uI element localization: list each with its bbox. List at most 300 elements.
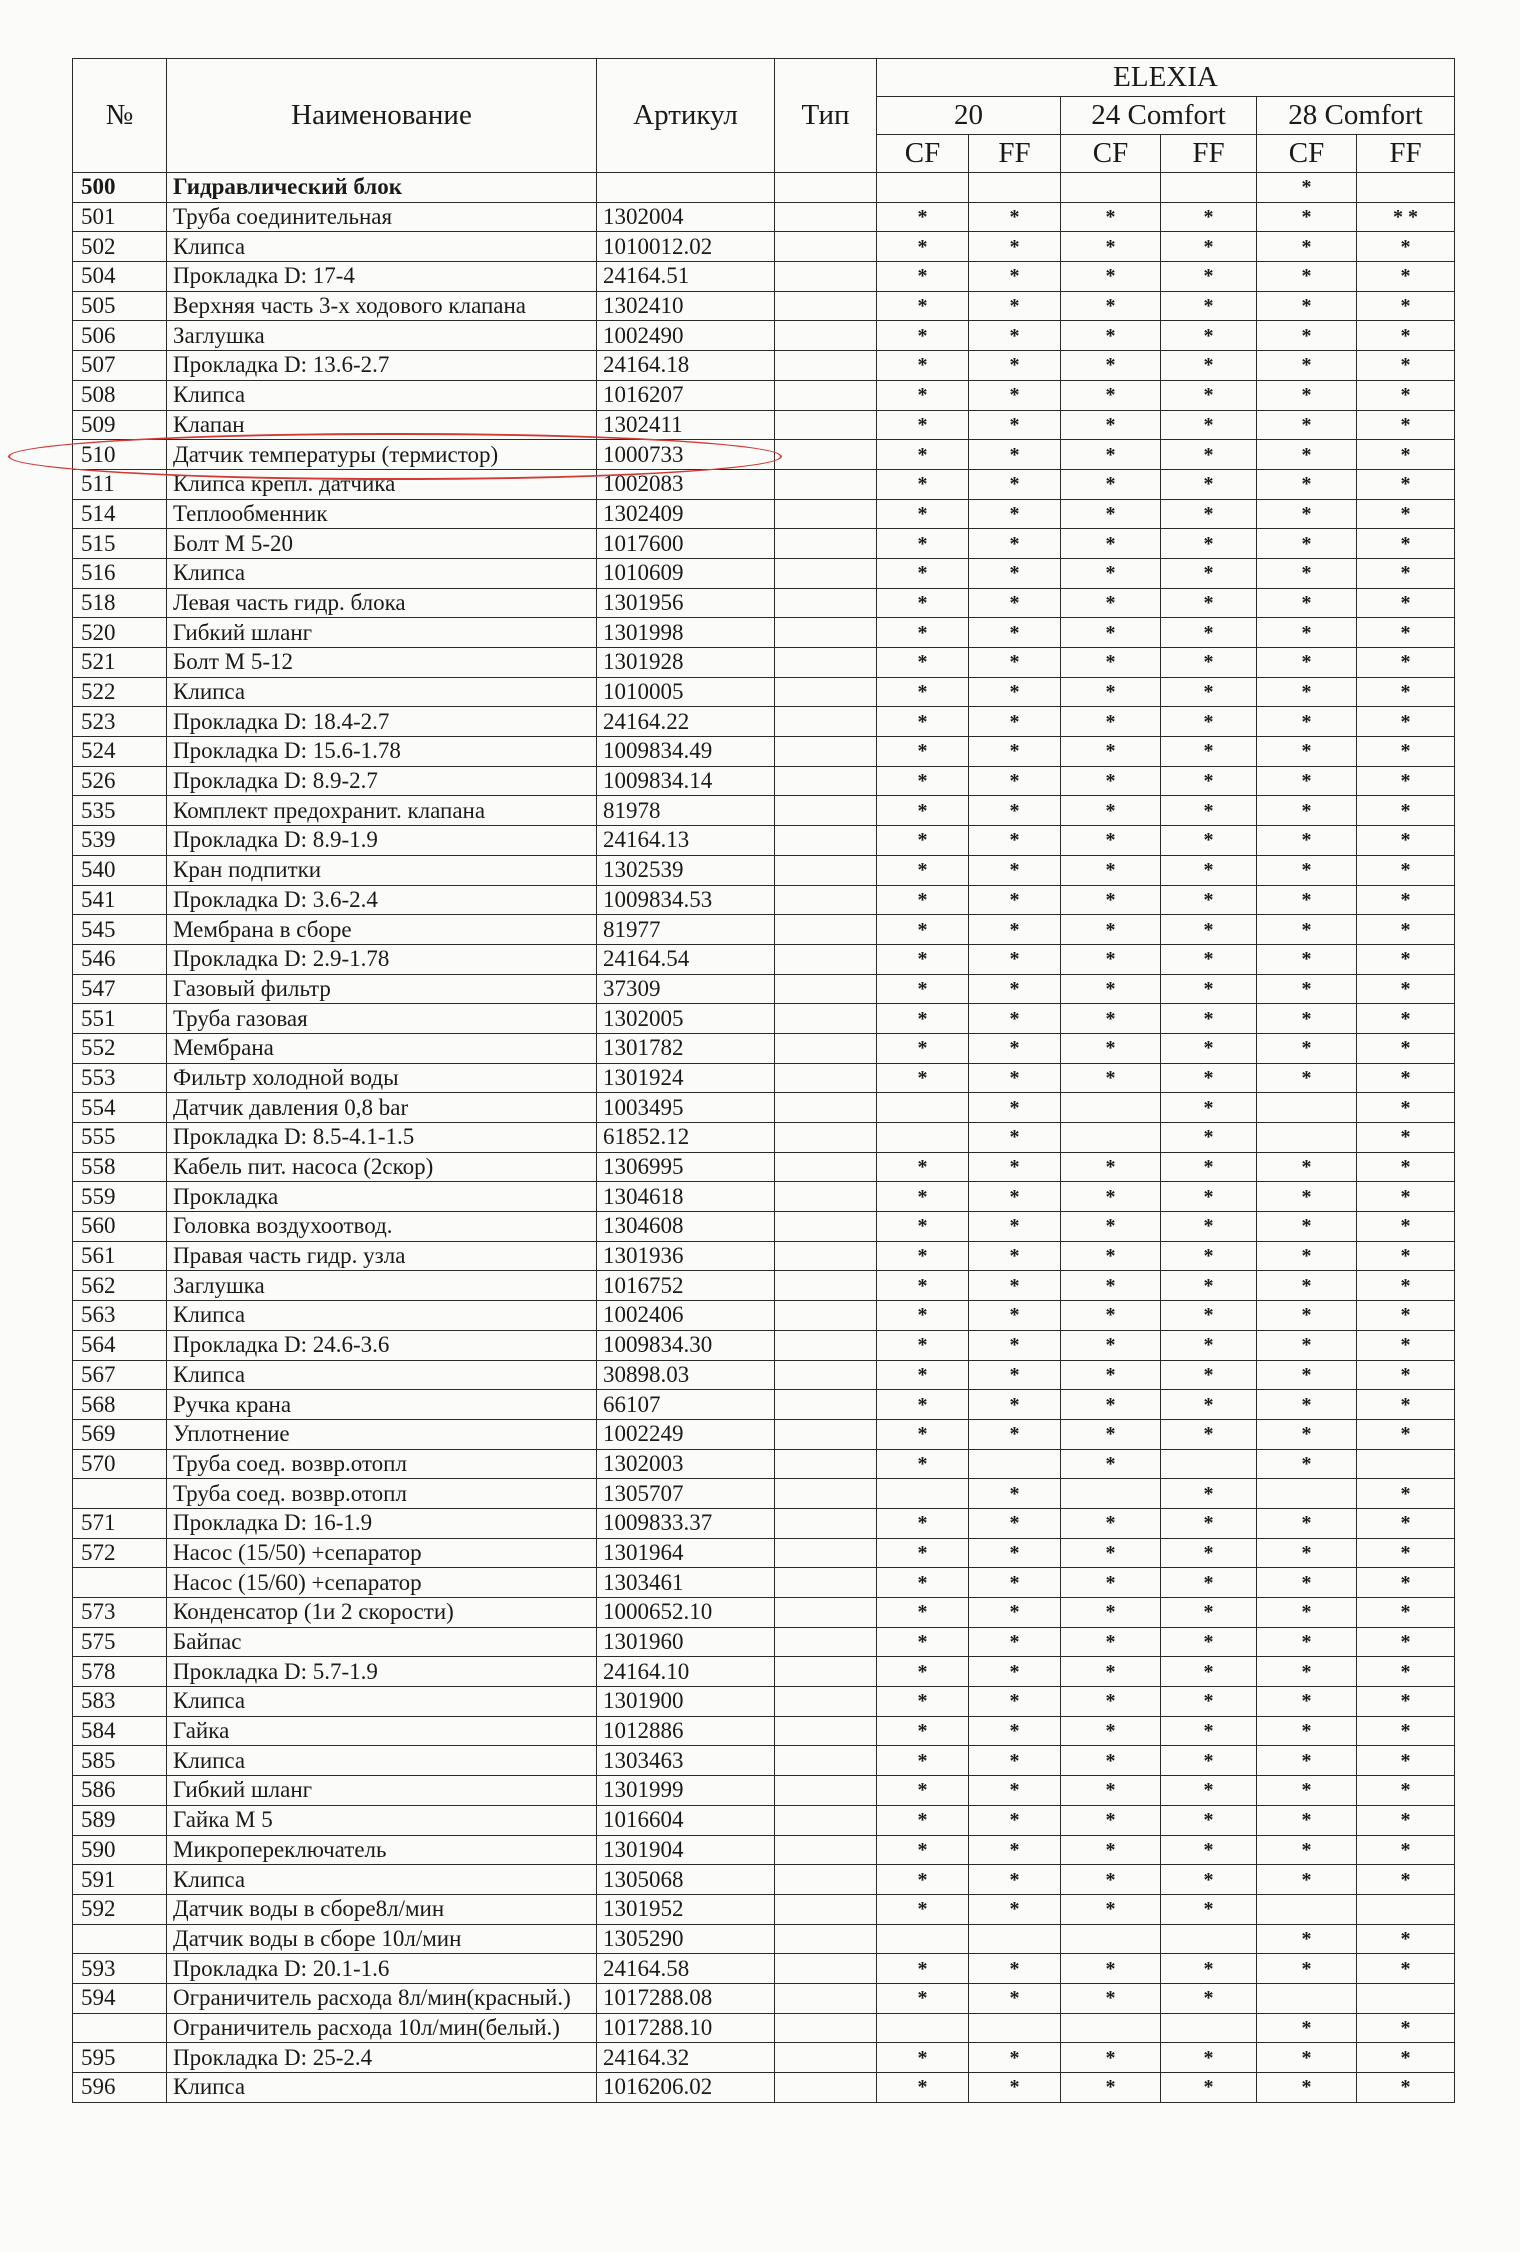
row-number: 555 <box>73 1123 167 1153</box>
row-number: 515 <box>73 529 167 559</box>
part-article: 1301924 <box>597 1063 775 1093</box>
part-type <box>775 885 877 915</box>
availability-mark: * <box>1061 1301 1161 1331</box>
row-number: 523 <box>73 707 167 737</box>
part-article <box>597 173 775 203</box>
availability-mark: * <box>969 351 1061 381</box>
header-variant: CF <box>1061 135 1161 173</box>
availability-mark: * <box>877 1835 969 1865</box>
part-type <box>775 1241 877 1271</box>
availability-mark: * <box>1161 588 1257 618</box>
availability-mark: * <box>1061 1508 1161 1538</box>
availability-mark: * <box>1257 1835 1357 1865</box>
part-type <box>775 351 877 381</box>
table-row <box>73 202 1455 232</box>
availability-mark: * <box>1061 855 1161 885</box>
part-article: 24164.13 <box>597 826 775 856</box>
part-name: Мембрана <box>167 1033 597 1063</box>
part-type <box>775 262 877 292</box>
part-article: 1016206.02 <box>597 2073 775 2103</box>
availability-mark: * <box>969 1746 1061 1776</box>
part-name: Правая часть гидр. узла <box>167 1241 597 1271</box>
availability-mark: * <box>1257 1598 1357 1628</box>
availability-mark: * <box>1257 1776 1357 1806</box>
availability-mark <box>1257 1093 1357 1123</box>
availability-mark: * <box>1257 262 1357 292</box>
availability-mark: * <box>1061 944 1161 974</box>
availability-mark: * <box>1061 618 1161 648</box>
availability-mark: * <box>1161 1805 1257 1835</box>
availability-mark: * <box>1061 1241 1161 1271</box>
part-type <box>775 648 877 678</box>
availability-mark: * <box>1357 677 1455 707</box>
part-type <box>775 855 877 885</box>
availability-mark: * <box>1257 558 1357 588</box>
availability-mark: * <box>1257 499 1357 529</box>
parts-sheet <box>72 58 1455 2103</box>
part-article: 1003495 <box>597 1093 775 1123</box>
part-article: 1009834.49 <box>597 737 775 767</box>
availability-mark: * <box>877 1390 969 1420</box>
availability-mark: * <box>1061 1419 1161 1449</box>
availability-mark: * <box>1257 1390 1357 1420</box>
availability-mark: * <box>969 2043 1061 2073</box>
availability-mark <box>1257 1123 1357 1153</box>
availability-mark: * <box>969 1123 1061 1153</box>
row-number: 521 <box>73 648 167 678</box>
availability-mark: * <box>1357 1479 1455 1509</box>
table-row <box>73 944 1455 974</box>
part-type <box>775 321 877 351</box>
availability-mark: * <box>1357 1152 1455 1182</box>
availability-mark: * <box>1161 826 1257 856</box>
table-row <box>73 677 1455 707</box>
availability-mark: * <box>1257 1538 1357 1568</box>
availability-mark: * <box>877 1687 969 1717</box>
availability-mark: * <box>1257 1716 1357 1746</box>
availability-mark: * <box>1257 826 1357 856</box>
part-type <box>775 291 877 321</box>
availability-mark: * <box>1357 1716 1455 1746</box>
availability-mark: * <box>1061 262 1161 292</box>
part-type <box>775 2013 877 2043</box>
availability-mark: * <box>1257 1865 1357 1895</box>
availability-mark: * <box>1061 410 1161 440</box>
row-number: 560 <box>73 1212 167 1242</box>
availability-mark: * <box>1357 855 1455 885</box>
availability-mark: * <box>1161 1301 1257 1331</box>
table-row <box>73 1301 1455 1331</box>
availability-mark: * <box>1357 707 1455 737</box>
row-number: 567 <box>73 1360 167 1390</box>
availability-mark: * <box>1161 232 1257 262</box>
availability-mark: * <box>877 1746 969 1776</box>
table-row <box>73 1657 1455 1687</box>
table-row <box>73 499 1455 529</box>
part-name: Прокладка D: 8.9-2.7 <box>167 766 597 796</box>
part-article: 1012886 <box>597 1716 775 1746</box>
availability-mark <box>877 2013 969 2043</box>
part-name: Левая часть гидр. блока <box>167 588 597 618</box>
availability-mark: * <box>1357 1508 1455 1538</box>
availability-mark: * <box>1161 1419 1257 1449</box>
availability-mark: * <box>877 885 969 915</box>
availability-mark: * <box>1061 737 1161 767</box>
availability-mark: * <box>877 1805 969 1835</box>
availability-mark: * <box>877 677 969 707</box>
table-row <box>73 2073 1455 2103</box>
part-type <box>775 173 877 203</box>
availability-mark: * <box>1061 707 1161 737</box>
row-number: 509 <box>73 410 167 440</box>
availability-mark: * <box>1061 558 1161 588</box>
availability-mark: * <box>877 1152 969 1182</box>
availability-mark: * <box>969 1033 1061 1063</box>
availability-mark: * <box>1257 915 1357 945</box>
availability-mark: * <box>969 1360 1061 1390</box>
availability-mark: * <box>877 1182 969 1212</box>
table-row <box>73 1123 1455 1153</box>
part-type <box>775 1776 877 1806</box>
part-type <box>775 1716 877 1746</box>
header-variant: FF <box>1357 135 1455 173</box>
part-article: 1017288.08 <box>597 1983 775 2013</box>
availability-mark: * <box>969 826 1061 856</box>
availability-mark: * <box>1061 2043 1161 2073</box>
part-article: 1303461 <box>597 1568 775 1598</box>
availability-mark: * <box>969 1538 1061 1568</box>
availability-mark: * <box>1061 1182 1161 1212</box>
availability-mark: * <box>969 1598 1061 1628</box>
availability-mark: * <box>1161 1271 1257 1301</box>
table-row <box>73 1093 1455 1123</box>
availability-mark: * <box>1061 1687 1161 1717</box>
availability-mark: * <box>1161 1063 1257 1093</box>
part-type <box>775 1330 877 1360</box>
availability-mark: * <box>1257 855 1357 885</box>
availability-mark: * <box>877 1033 969 1063</box>
header-model-20: 20 <box>877 97 1061 135</box>
part-type <box>775 588 877 618</box>
part-name: Клипса <box>167 1865 597 1895</box>
availability-mark: * <box>969 1390 1061 1420</box>
row-number: 554 <box>73 1093 167 1123</box>
row-number: 516 <box>73 558 167 588</box>
part-article: 1016604 <box>597 1805 775 1835</box>
part-article: 1303463 <box>597 1746 775 1776</box>
availability-mark: * <box>877 796 969 826</box>
availability-mark: * <box>1161 1954 1257 1984</box>
table-row <box>73 1271 1455 1301</box>
availability-mark: * <box>1357 2073 1455 2103</box>
row-number: 540 <box>73 855 167 885</box>
availability-mark: * <box>877 529 969 559</box>
availability-mark: * <box>1061 499 1161 529</box>
part-name: Микропереключатель <box>167 1835 597 1865</box>
availability-mark: * <box>969 1716 1061 1746</box>
part-name: Прокладка D: 16-1.9 <box>167 1508 597 1538</box>
availability-mark: * <box>1061 588 1161 618</box>
availability-mark: * <box>1161 737 1257 767</box>
table-row <box>73 1983 1455 2013</box>
availability-mark: * <box>969 2073 1061 2103</box>
part-name: Прокладка D: 17-4 <box>167 262 597 292</box>
availability-mark: * <box>1161 351 1257 381</box>
part-name: Клипса <box>167 1360 597 1390</box>
availability-mark: * <box>1257 885 1357 915</box>
part-type <box>775 1152 877 1182</box>
parts-table <box>72 58 1455 2103</box>
availability-mark: * <box>1357 529 1455 559</box>
availability-mark: * <box>1257 2013 1357 2043</box>
availability-mark: * <box>1357 826 1455 856</box>
availability-mark: * <box>1061 202 1161 232</box>
availability-mark: * <box>1357 766 1455 796</box>
availability-mark: * <box>1357 262 1455 292</box>
availability-mark: * <box>877 1894 969 1924</box>
availability-mark: * <box>1257 1330 1357 1360</box>
header-variant: CF <box>1257 135 1357 173</box>
part-article: 1302004 <box>597 202 775 232</box>
part-name: Датчик воды в сборе 10л/мин <box>167 1924 597 1954</box>
availability-mark: * <box>1061 232 1161 262</box>
availability-mark: * <box>1257 648 1357 678</box>
table-row <box>73 648 1455 678</box>
availability-mark: * <box>1357 469 1455 499</box>
row-number <box>73 1479 167 1509</box>
availability-mark: * <box>969 677 1061 707</box>
part-type <box>775 469 877 499</box>
part-name: Кабель пит. насоса (2скор) <box>167 1152 597 1182</box>
availability-mark: * <box>877 974 969 1004</box>
availability-mark: * <box>1161 796 1257 826</box>
availability-mark: * <box>1357 1212 1455 1242</box>
availability-mark: * <box>877 1241 969 1271</box>
table-row <box>73 1419 1455 1449</box>
availability-mark: * <box>1061 1212 1161 1242</box>
part-article: 1010012.02 <box>597 232 775 262</box>
part-name: Прокладка D: 3.6-2.4 <box>167 885 597 915</box>
part-type <box>775 1063 877 1093</box>
header-name: Наименование <box>167 59 597 173</box>
row-number: 583 <box>73 1687 167 1717</box>
row-number: 596 <box>73 2073 167 2103</box>
availability-mark: * <box>1061 291 1161 321</box>
availability-mark: * <box>1357 291 1455 321</box>
availability-mark: * <box>877 1419 969 1449</box>
part-type <box>775 1123 877 1153</box>
availability-mark <box>1061 1479 1161 1509</box>
availability-mark: * <box>1257 1212 1357 1242</box>
availability-mark: * <box>969 1983 1061 2013</box>
part-type <box>775 1687 877 1717</box>
table-row <box>73 1360 1455 1390</box>
availability-mark: * <box>1357 1390 1455 1420</box>
table-row <box>73 885 1455 915</box>
availability-mark: * <box>1357 440 1455 470</box>
part-article: 1009834.14 <box>597 766 775 796</box>
part-article: 1301936 <box>597 1241 775 1271</box>
availability-mark <box>1161 1924 1257 1954</box>
availability-mark: * <box>1061 1865 1161 1895</box>
availability-mark: * <box>877 1360 969 1390</box>
row-number <box>73 1568 167 1598</box>
availability-mark: * <box>877 1983 969 2013</box>
availability-mark: * <box>877 262 969 292</box>
row-number: 502 <box>73 232 167 262</box>
availability-mark: * <box>1357 499 1455 529</box>
row-number: 539 <box>73 826 167 856</box>
part-article: 24164.58 <box>597 1954 775 1984</box>
availability-mark: * <box>1357 1657 1455 1687</box>
availability-mark: * <box>969 588 1061 618</box>
table-row <box>73 2043 1455 2073</box>
part-article: 1305707 <box>597 1479 775 1509</box>
part-name: Гидравлический блок <box>167 173 597 203</box>
part-article: 1304608 <box>597 1212 775 1242</box>
availability-mark: * <box>1257 410 1357 440</box>
availability-mark: * <box>1257 2043 1357 2073</box>
table-row <box>73 380 1455 410</box>
availability-mark: * <box>1357 232 1455 262</box>
availability-mark: * <box>969 1776 1061 1806</box>
part-name: Мембрана в сборе <box>167 915 597 945</box>
part-article: 1302409 <box>597 499 775 529</box>
part-article: 1002406 <box>597 1301 775 1331</box>
row-number: 571 <box>73 1508 167 1538</box>
availability-mark: * <box>1061 1983 1161 2013</box>
row-number: 564 <box>73 1330 167 1360</box>
availability-mark: * <box>1257 2073 1357 2103</box>
availability-mark: * <box>1061 1063 1161 1093</box>
availability-mark: * <box>969 1805 1061 1835</box>
availability-mark: * <box>1257 1419 1357 1449</box>
part-type <box>775 232 877 262</box>
availability-mark: * <box>1161 1182 1257 1212</box>
availability-mark: * <box>1257 1657 1357 1687</box>
availability-mark: * <box>969 1627 1061 1657</box>
table-row <box>73 1805 1455 1835</box>
availability-mark: * <box>969 855 1061 885</box>
part-article: 61852.12 <box>597 1123 775 1153</box>
availability-mark: * <box>1257 1152 1357 1182</box>
availability-mark: * <box>1357 1746 1455 1776</box>
availability-mark: * <box>877 588 969 618</box>
part-type <box>775 1033 877 1063</box>
part-name: Прокладка D: 13.6-2.7 <box>167 351 597 381</box>
part-name: Клипса <box>167 232 597 262</box>
availability-mark: * <box>1357 915 1455 945</box>
availability-mark: * <box>1257 737 1357 767</box>
row-number: 589 <box>73 1805 167 1835</box>
table-row <box>73 1182 1455 1212</box>
availability-mark: * <box>1161 2073 1257 2103</box>
part-type <box>775 1657 877 1687</box>
part-type <box>775 1805 877 1835</box>
row-number: 593 <box>73 1954 167 1984</box>
availability-mark: * <box>969 321 1061 351</box>
table-row <box>73 1627 1455 1657</box>
availability-mark: * <box>1161 1508 1257 1538</box>
availability-mark: * <box>1061 1954 1161 1984</box>
part-name: Болт М 5-12 <box>167 648 597 678</box>
table-row <box>73 707 1455 737</box>
availability-mark: * <box>1257 1568 1357 1598</box>
availability-mark: * <box>1161 440 1257 470</box>
table-row <box>73 618 1455 648</box>
part-type <box>775 915 877 945</box>
availability-mark: * <box>1257 677 1357 707</box>
part-article: 1301956 <box>597 588 775 618</box>
part-name: Теплообменник <box>167 499 597 529</box>
part-name: Датчик давления 0,8 bar <box>167 1093 597 1123</box>
availability-mark: * <box>877 915 969 945</box>
row-number: 518 <box>73 588 167 618</box>
part-name: Газовый фильтр <box>167 974 597 1004</box>
row-number: 568 <box>73 1390 167 1420</box>
part-type <box>775 1479 877 1509</box>
availability-mark: * <box>1061 885 1161 915</box>
part-type <box>775 1598 877 1628</box>
part-article: 1305068 <box>597 1865 775 1895</box>
availability-mark: * <box>877 321 969 351</box>
availability-mark: * <box>877 440 969 470</box>
part-name: Клипса <box>167 2073 597 2103</box>
availability-mark: * <box>969 1568 1061 1598</box>
part-article: 1010609 <box>597 558 775 588</box>
part-name: Клипса крепл. датчика <box>167 469 597 499</box>
part-type <box>775 677 877 707</box>
availability-mark: * <box>1161 410 1257 440</box>
part-type <box>775 1568 877 1598</box>
row-number: 559 <box>73 1182 167 1212</box>
availability-mark <box>1061 1093 1161 1123</box>
part-name: Труба соед. возвр.отопл <box>167 1449 597 1479</box>
availability-mark: * <box>877 766 969 796</box>
availability-mark: * <box>877 1330 969 1360</box>
row-number: 590 <box>73 1835 167 1865</box>
part-article: 1301998 <box>597 618 775 648</box>
header-article: Артикул <box>597 59 775 173</box>
table-row <box>73 1746 1455 1776</box>
availability-mark: * <box>1357 737 1455 767</box>
row-number: 578 <box>73 1657 167 1687</box>
row-number: 500 <box>73 173 167 203</box>
availability-mark: * <box>877 2043 969 2073</box>
availability-mark: * <box>1257 1182 1357 1212</box>
availability-mark: * <box>1161 1479 1257 1509</box>
availability-mark: * <box>1357 2013 1455 2043</box>
availability-mark <box>1061 2013 1161 2043</box>
row-number <box>73 2013 167 2043</box>
availability-mark <box>1257 1894 1357 1924</box>
table-row <box>73 1330 1455 1360</box>
part-type <box>775 1746 877 1776</box>
availability-mark: * <box>1161 944 1257 974</box>
availability-mark: * <box>969 707 1061 737</box>
table-row <box>73 737 1455 767</box>
part-type <box>775 974 877 1004</box>
availability-mark: * <box>1161 1716 1257 1746</box>
availability-mark: * <box>1161 855 1257 885</box>
part-article: 24164.18 <box>597 351 775 381</box>
part-type <box>775 1894 877 1924</box>
part-article: 1301964 <box>597 1538 775 1568</box>
table-row <box>73 1479 1455 1509</box>
availability-mark: * <box>1061 321 1161 351</box>
availability-mark: * <box>1161 529 1257 559</box>
availability-mark: * <box>877 1063 969 1093</box>
